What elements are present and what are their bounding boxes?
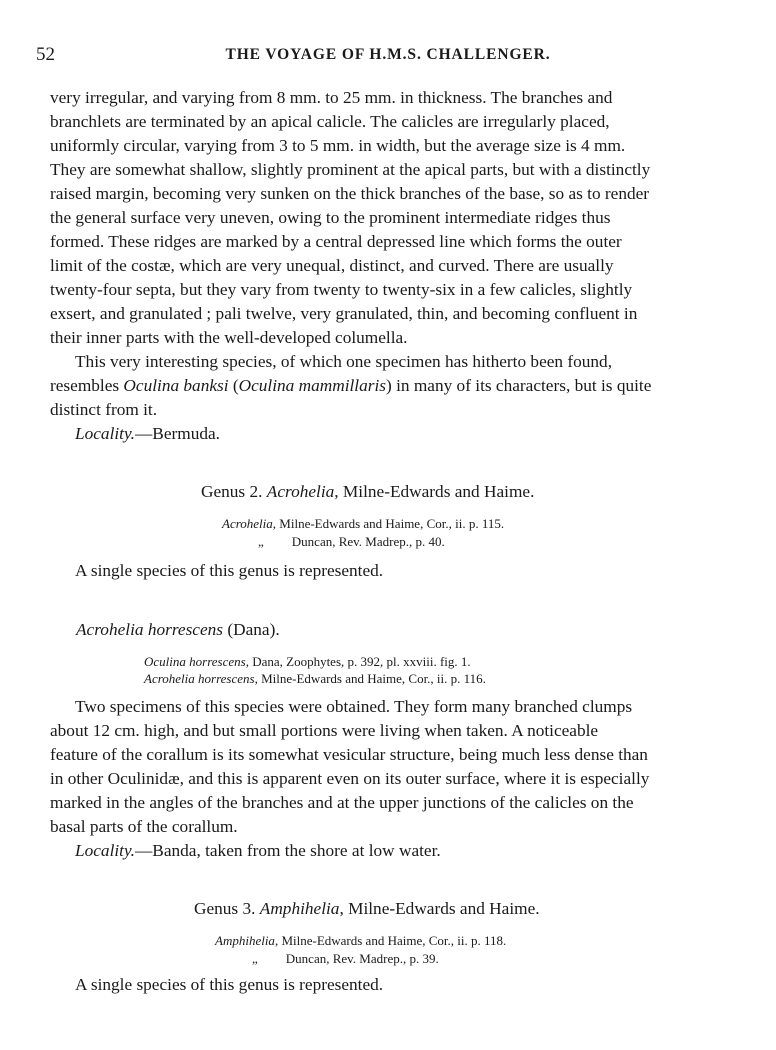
para2-line <box>50 376 651 396</box>
genus-note: A single species of this genus is represented. <box>75 975 384 994</box>
species-name: Oculina banksi <box>123 376 229 395</box>
para3-line: about 12 cm. high, and but small portions were living when taken. A noticeable <box>50 721 599 740</box>
locality-label: Locality. <box>75 424 136 443</box>
text-run: ) in many of its characters, but is quite <box>386 376 652 395</box>
para1-line: their inner parts with the well-developed columella. <box>50 328 408 347</box>
citation-text: Duncan, Rev. Madrep., p. 39. <box>285 951 439 966</box>
para1-line: formed. These ridges are marked by a central depressed line which forms the outer <box>50 232 622 251</box>
text-run: resembles <box>50 376 124 395</box>
para3-line: feature of the corallum is its somewhat vesicular structure, being much less dense than <box>50 745 648 764</box>
para1-line: raised margin, becoming very sunken on the thick branches of the base, so as to render <box>50 184 650 203</box>
para2-line: distinct from it. <box>50 400 158 419</box>
synonym-name: Oculina horrescens <box>144 654 246 669</box>
citation-text: , Milne-Edwards and Haime, Cor., ii. p. 115. <box>272 516 505 531</box>
para1-line: the general surface very uneven, owing to the prominent intermediate ridges thus <box>50 208 611 227</box>
citation-name: Amphihelia <box>215 933 275 948</box>
running-title: THE VOYAGE OF H.M.S. CHALLENGER. <box>225 46 551 63</box>
genus-authority: , Milne-Edwards and Haime. <box>334 482 535 501</box>
genus-prefix: Genus 2. <box>201 482 267 501</box>
ditto-mark: „ <box>252 951 258 966</box>
genus-prefix: Genus 3. <box>194 899 260 918</box>
para1-line: They are somewhat shallow, slightly prominent at the apical parts, but with a distinctly <box>50 160 651 179</box>
para2-line: This very interesting species, of which one specimen has hitherto been found, <box>75 352 613 371</box>
citation-line <box>252 951 439 967</box>
species-name: Acrohelia horrescens <box>76 620 224 639</box>
synonym-text: , Milne-Edwards and Haime, Cor., ii. p. 116. <box>254 671 486 686</box>
text-run: ( <box>228 376 239 395</box>
genus-heading <box>194 899 540 919</box>
locality-line <box>75 841 441 861</box>
synonym-line <box>144 654 471 670</box>
para1-line: twenty-four septa, but they vary from twenty to twenty-six in a few calicles, slightly <box>50 280 633 299</box>
citation-text: , Milne-Edwards and Haime, Cor., ii. p. 118. <box>274 933 507 948</box>
ditto-mark: „ <box>258 534 264 549</box>
citation-name: Acrohelia <box>222 516 273 531</box>
locality-line <box>75 424 220 444</box>
para3-line: Two specimens of this species were obtained. They form many branched clumps <box>75 697 633 716</box>
synonym-name: Acrohelia horrescens <box>144 671 255 686</box>
species-author: (Dana). <box>223 620 280 639</box>
citation-line <box>258 534 445 550</box>
citation-line <box>215 933 506 949</box>
genus-name: Acrohelia <box>266 482 335 501</box>
citation-text: Duncan, Rev. Madrep., p. 40. <box>291 534 445 549</box>
species-name: Oculina mammillaris <box>238 376 386 395</box>
genus-name: Amphihelia <box>259 899 340 918</box>
citation-line <box>222 516 504 532</box>
locality-text: —Bermuda. <box>135 424 220 443</box>
para3-line: basal parts of the corallum. <box>50 817 238 836</box>
locality-label: Locality. <box>75 841 136 860</box>
para1-line: branchlets are terminated by an apical calicle. The calicles are irregularly placed, <box>50 112 610 131</box>
para3-line: in other Oculinidæ, and this is apparent even on its outer surface, where it is especially <box>50 769 650 788</box>
para1-line: very irregular, and varying from 8 mm. to 25 mm. in thickness. The branches and <box>50 88 613 107</box>
para1-line: uniformly circular, varying from 3 to 5 mm. in width, but the average size is 4 mm. <box>50 136 626 155</box>
locality-text: —Banda, taken from the shore at low water. <box>135 841 441 860</box>
synonym-text: , Dana, Zoophytes, p. 392, pl. xxviii. fig. 1. <box>245 654 471 669</box>
species-heading <box>76 620 280 640</box>
para1-line: limit of the costæ, which are very unequal, distinct, and curved. There are usually <box>50 256 614 275</box>
synonym-line <box>144 671 486 687</box>
genus-authority: , Milne-Edwards and Haime. <box>339 899 540 918</box>
page-number: 52 <box>36 44 55 65</box>
para1-line: exsert, and granulated ; pali twelve, very granulated, thin, and becoming confluent in <box>50 304 638 323</box>
para3-line: marked in the angles of the branches and at the upper junctions of the calicles on the <box>50 793 634 812</box>
genus-heading <box>201 482 534 502</box>
genus-note: A single species of this genus is represented. <box>75 561 384 580</box>
